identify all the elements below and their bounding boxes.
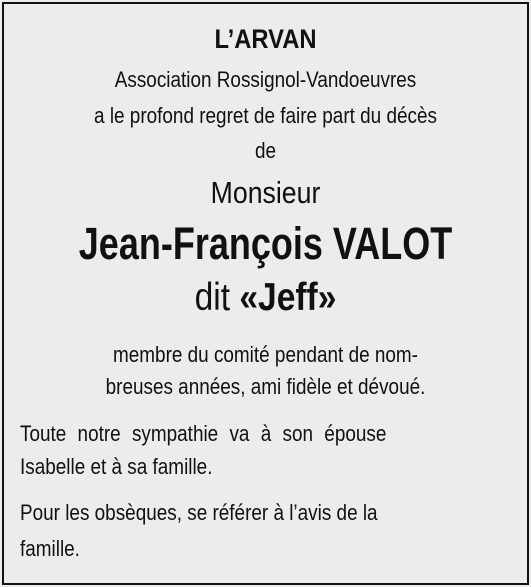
honorific-title: Monsieur	[210, 175, 321, 210]
regret-statement: a le profond regret de faire part du décès	[94, 103, 437, 128]
funeral-info-line-2: famille.	[20, 536, 80, 561]
member-description-line-2: breuses années, ami fidèle et dévoué.	[105, 374, 426, 399]
nickname: «Jeff»	[239, 276, 337, 319]
obituary-notice	[2, 2, 529, 585]
preposition-text: de	[254, 138, 277, 163]
funeral-info-line-1: Pour les obsèques, se référer à l’avis de la	[20, 500, 378, 525]
sympathy-line-1: Toute notre sympathie va à son épouse	[20, 421, 387, 446]
nickname-prefix: dit	[194, 276, 240, 319]
deceased-name: Jean-François VALOT	[78, 218, 453, 269]
sympathy-line-2: Isabelle et à sa famille.	[20, 454, 213, 479]
association-name: Association Rossignol-Vandoeuvres	[114, 67, 417, 92]
member-description-line-1: membre du comité pendant de nom-	[112, 342, 418, 367]
organization-name: L’ARVAN	[214, 24, 317, 54]
nickname-line	[41, 276, 491, 320]
